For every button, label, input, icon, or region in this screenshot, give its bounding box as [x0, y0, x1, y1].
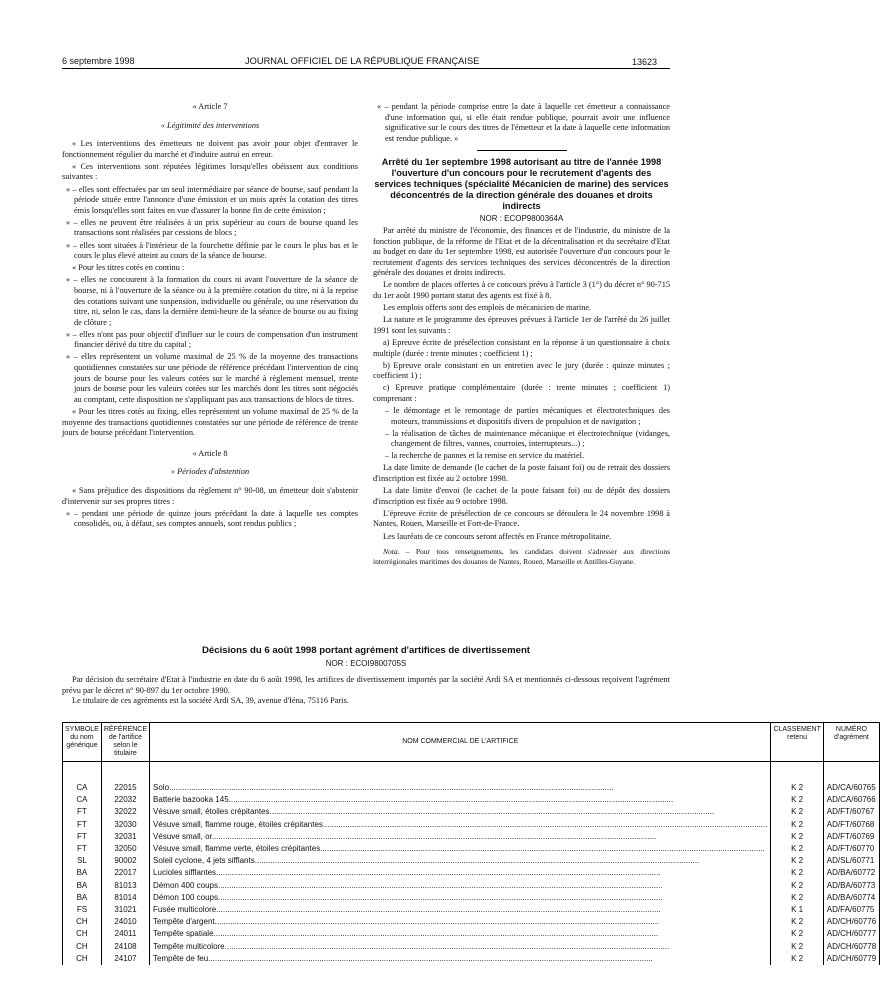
dot-leader: ........................................................................................................................................................................................................	[224, 941, 670, 951]
cell-reference: 24108	[101, 940, 149, 952]
list-item: « – pendant une période de quinze jours précédant la date à laquelle ses comptes consolidés, ou, à défaut, ses comptes annuels, sont rendus publics ;	[66, 508, 358, 529]
list-item: « – elles ne peuvent être réalisées à un prix supérieur au cours de bourse quand les transactions sont réalisées par cessions de blocs ;	[66, 217, 358, 238]
cell-classement: K 2	[771, 843, 823, 855]
cell-nom: Tempête de feu........................................................................................................................................................................................................	[150, 953, 771, 965]
cell-classement: K 2	[771, 806, 823, 818]
list-item: « – elles n'ont pas pour objectif d'influer sur le cours de compensation d'un instrument financier dérivé du titre du capital ;	[66, 329, 358, 350]
decision-section	[62, 645, 670, 707]
header-nom: NOM COMMERCIAL DE L'ARTIFICE	[150, 723, 771, 762]
note-text: – Pour tous renseignements, les candidats doivent s'adresser aux directions interrégionales maritimes des douanes de Nantes, Rouen, Marseille et Antilles-Guyane.	[373, 547, 670, 566]
table-row	[63, 867, 880, 879]
cell-numero: AD/FT/60767	[823, 806, 879, 818]
cell-numero: AD/FA/60775	[823, 904, 879, 916]
dot-leader: ........................................................................................................................................................................................................	[217, 892, 663, 902]
article-8-heading: « Article 8	[192, 448, 228, 458]
table-row	[63, 892, 880, 904]
cell-classement: K 2	[771, 928, 823, 940]
table-row	[63, 806, 880, 818]
dot-leader: ........................................................................................................................................................................................................	[213, 929, 659, 939]
cell-numero: AD/CH/60777	[823, 928, 879, 940]
cell-numero: AD/FT/60769	[823, 831, 879, 843]
cell-symbole: SL	[63, 855, 102, 867]
cell-numero: AD/CH/60778	[823, 940, 879, 952]
cell-symbole: CA	[63, 794, 102, 806]
header-date: 6 septembre 1998	[62, 56, 135, 66]
cell-numero: AD/BA/60773	[823, 880, 879, 892]
arrete-nor: NOR : ECOP9800364A	[479, 213, 564, 223]
cell-reference: 32022	[101, 806, 149, 818]
left-column	[62, 102, 358, 531]
cell-numero: AD/CA/60765	[823, 782, 879, 794]
cell-nom: Tempête multicolore........................................................................................................................................................................................................	[150, 940, 771, 952]
cell-symbole: CH	[63, 928, 102, 940]
header-classement: CLASSEMENT retenu	[771, 723, 823, 762]
table-row	[63, 940, 880, 952]
cell-classement: K 2	[771, 953, 823, 965]
cell-reference: 32030	[101, 819, 149, 831]
cell-classement: K 2	[771, 831, 823, 843]
list-item: – la réalisation de tâches de maintenance mécanique et électrotechnique (vidanges, changement de filtres, vannes, courroies, interrupteurs...) ;	[385, 428, 670, 449]
cell-nom: Tempête d'argent........................................................................................................................................................................................................	[150, 916, 771, 928]
table-row	[63, 782, 880, 794]
cell-symbole: BA	[63, 867, 102, 879]
table-row	[63, 880, 880, 892]
header-numero: NUMÉRO d'agrément	[823, 723, 879, 762]
cell-classement: K 1	[771, 904, 823, 916]
paragraph: Par décision du secrétaire d'Etat à l'industrie en date du 6 août 1998, les artifices de divertissement importés par la société Ardi SA et mentionnés ci-dessous reçoivent l'agrément prévu par le décret n° 90-897 du 1er octobre 1990.	[62, 675, 670, 695]
list-item: – le démontage et le remontage de parties mécaniques et électrotechniques des moteurs, transmissions et dispositifs divers de propulsion et de navigation ;	[385, 405, 670, 426]
paragraph: Le titulaire de ces agréments est la société Ardi SA, 39, avenue d'Iéna, 75116 Paris.	[72, 696, 349, 706]
table-row	[63, 819, 880, 831]
cell-nom: Vésuve small, flamme rouge, étoiles crépitantes........................................................................................................................................................................................................	[150, 819, 771, 831]
paragraph: La date limite d'envoi (le cachet de la poste faisant foi) ou de dépôt des dossiers d'inscription est fixée au 9 octobre 1998.	[373, 486, 670, 506]
article-7-heading: « Article 7	[192, 102, 228, 111]
cell-symbole: BA	[63, 892, 102, 904]
table-body	[63, 762, 880, 965]
cell-classement: K 2	[771, 940, 823, 952]
paragraph: c) Epreuve pratique complémentaire (durée : trente minutes ; coefficient 1) comprenant :	[373, 383, 670, 403]
cell-reference: 22015	[101, 782, 149, 794]
cell-symbole: CH	[63, 940, 102, 952]
cell-reference: 90002	[101, 855, 149, 867]
cell-reference: 32050	[101, 843, 149, 855]
cell-nom: Batterie bazooka 145........................................................................................................................................................................................................	[150, 794, 771, 806]
paragraph: La nature et le programme des épreuves prévues à l'article 1er de l'arrêté du 26 juillet 1991 sont les suivants :	[373, 315, 670, 335]
dot-leader: ........................................................................................................................................................................................................	[214, 917, 660, 927]
dot-leader: ........................................................................................................................................................................................................	[228, 795, 674, 805]
legitimacy-heading: « Légitimité des interventions	[160, 120, 260, 130]
dot-leader: ........................................................................................................................................................................................................	[322, 819, 768, 829]
cell-reference: 31021	[101, 904, 149, 916]
cell-symbole: FT	[63, 819, 102, 831]
paragraph: Par arrêté du ministre de l'économie, des finances et de l'industrie, du ministre de la fonction publique, de la réforme de l'Etat et de la décentralisation et du secrétaire d'Etat au budget en date du 1er septembre 1998, est autorisée l'ouverture d'un concours pour le recrutement d'agents des services techniques des services déconcentrés de la direction générale des douanes et droits indirects.	[373, 225, 670, 278]
cell-reference: 81013	[101, 880, 149, 892]
cell-nom: Démon 400 coups........................................................................................................................................................................................................	[150, 880, 771, 892]
table-row	[63, 831, 880, 843]
dot-leader: ........................................................................................................................................................................................................	[254, 856, 700, 866]
cell-nom: Vésuve small, flamme verte, étoiles crépitantes........................................................................................................................................................................................................	[150, 843, 771, 855]
cell-numero: AD/BA/60772	[823, 867, 879, 879]
cell-numero: AD/CA/60766	[823, 794, 879, 806]
table-row	[63, 855, 880, 867]
cell-nom: Vésuve small, étoiles crépitantes........................................................................................................................................................................................................	[150, 806, 771, 818]
header-page-number: 13623	[632, 57, 658, 67]
dot-leader: ........................................................................................................................................................................................................	[320, 844, 765, 854]
paragraph: « Les interventions des émetteurs ne doivent pas avoir pour objet d'entraver le fonctionnement régulier du marché et d'induire autrui en erreur.	[62, 139, 358, 159]
table-row	[63, 953, 880, 965]
table-row	[63, 843, 880, 855]
dot-leader: ........................................................................................................................................................................................................	[216, 868, 661, 878]
table-row	[63, 916, 880, 928]
paragraph: « Sans préjudice des dispositions du règlement n° 90-08, un émetteur doit s'abstenir d'intervenir sur ses propres titres :	[62, 485, 358, 506]
cell-reference: 24107	[101, 953, 149, 965]
cell-numero: AD/FT/60768	[823, 819, 879, 831]
cell-nom: Lucioles sifflantes........................................................................................................................................................................................................	[150, 867, 771, 879]
cell-nom: Fusée multicolore........................................................................................................................................................................................................	[150, 904, 771, 916]
cell-reference: 24010	[101, 916, 149, 928]
dot-leader: ........................................................................................................................................................................................................	[169, 783, 614, 793]
cell-symbole: CH	[63, 953, 102, 965]
cell-reference: 22017	[101, 867, 149, 879]
list-item: – la recherche de pannes et la remise en service du matériel.	[385, 451, 585, 461]
cell-symbole: CA	[63, 782, 102, 794]
dot-leader: ........................................................................................................................................................................................................	[216, 904, 661, 914]
note	[373, 547, 670, 566]
cell-numero: AD/BA/60774	[823, 892, 879, 904]
cell-classement: K 2	[771, 880, 823, 892]
cell-classement: K 2	[771, 855, 823, 867]
separator	[477, 150, 567, 151]
header-journal: JOURNAL OFFICIEL DE LA RÉPUBLIQUE FRANÇAISE	[245, 56, 480, 66]
dot-leader: ........................................................................................................................................................................................................	[217, 880, 663, 890]
cell-classement: K 2	[771, 782, 823, 794]
paragraph: L'épreuve écrite de présélection de ce concours se déroulera le 24 novembre 1998 à Nantes, Rouen, Marseille et Fort-de-France.	[373, 508, 670, 529]
paragraph: b) Epreuve orale consistant en un entretien avec le jury (durée : quinze minutes ; coefficient 1) ;	[373, 360, 670, 381]
right-column	[373, 102, 670, 568]
cell-symbole: FT	[63, 806, 102, 818]
cell-symbole: BA	[63, 880, 102, 892]
list-item: « – pendant la période comprise entre la date à laquelle cet émetteur a connaissance d'une information qui, si elle était rendue publique, pourrait avoir une influence significative sur le cours des titres de l'émetteur et la date à laquelle cette information est rendue publique. »	[377, 102, 670, 143]
dot-leader: ........................................................................................................................................................................................................	[211, 831, 657, 841]
cell-reference: 24011	[101, 928, 149, 940]
cell-classement: K 2	[771, 892, 823, 904]
cell-symbole: FT	[63, 831, 102, 843]
cell-classement: K 2	[771, 794, 823, 806]
cell-symbole: FT	[63, 843, 102, 855]
dot-leader: ........................................................................................................................................................................................................	[269, 807, 715, 817]
paragraph: Les emplois offerts sont des emplois de mécanicien de marine.	[383, 303, 592, 313]
header-reference: RÉFÉRENCE de l'artifice selon le titulaire	[101, 723, 149, 762]
table-row	[63, 904, 880, 916]
cell-numero: AD/SL/60771	[823, 855, 879, 867]
cell-reference: 81014	[101, 892, 149, 904]
paragraph: « Ces interventions sont réputées légitimes lorsqu'elles obéissent aux conditions suivantes :	[62, 161, 358, 182]
table-row	[63, 928, 880, 940]
cell-numero: AD/CH/60779	[823, 953, 879, 965]
note-label: Nota.	[383, 547, 400, 557]
list-item: « – elles sont effectuées par un seul intermédiaire par séance de bourse, sauf pendant la période située entre l'annonce d'une émission et un mois après la cotation des titres émis lorsqu'elles sont faites en vue d'assurer la bonne fin de cette émission ;	[66, 184, 358, 215]
cell-nom: Soleil cyclone, 4 jets sifflants........................................................................................................................................................................................................	[150, 855, 771, 867]
paragraph: La date limite de demande (le cachet de la poste faisant foi) ou de retrait des dossiers d'inscription est fixée au 2 octobre 1998.	[373, 463, 670, 484]
dot-leader: ........................................................................................................................................................................................................	[208, 953, 653, 963]
paragraph: « Pour les titres cotés au fixing, elles représentent un volume maximal de 25 % de la moyenne des transactions quotidiennes constatées sur une période de référence de trente jours de bourse précédant l'intervention.	[62, 406, 358, 438]
cell-reference: 22032	[101, 794, 149, 806]
paragraph: Le nombre de places offertes à ce concours prévu à l'article 3 (1°) du décret n° 90-715 du 1er août 1990 portant statut des agents est fixé à 8.	[373, 280, 670, 301]
cell-numero: AD/CH/60776	[823, 916, 879, 928]
cell-nom: Tempête spatiale........................................................................................................................................................................................................	[150, 928, 771, 940]
artifices-table	[62, 722, 880, 965]
cell-nom: Vésuve small, or........................................................................................................................................................................................................	[150, 831, 771, 843]
cell-reference: 32031	[101, 831, 149, 843]
header-rule	[62, 68, 670, 69]
cell-classement: K 2	[771, 867, 823, 879]
abstention-heading: « Périodes d'abstention	[170, 467, 250, 477]
list-item: « – elles ne concourent à la formation du cours ni avant l'ouverture de la séance de bourse, ni à l'ouverture de la séance ou à la première cotation du titre, ni à la reprise des cotations suivant une suspension, individuelle ou générale, ou une réservation du titre, ni, selon le cas, dans la dernière demi-heure de la séance de bourse ou au fixing de clôture ;	[66, 275, 358, 327]
cell-symbole: CH	[63, 916, 102, 928]
cell-numero: AD/FT/60770	[823, 843, 879, 855]
list-item: « – elles représentent un volume maximal de 25 % de la moyenne des transactions quotidiennes constatées sur une période de référence précédant l'intervention de cinq jours de bourse pour les valeurs cotées sur le marché à règlement mensuel, trente jours de bourse pour les valeurs cotées sur les marchés dont les titres sont négociés au comptant, cette disposition ne s'appliquant pas aux transactions de blocs de titres.	[66, 352, 358, 404]
cell-nom: Démon 100 coups........................................................................................................................................................................................................	[150, 892, 771, 904]
cell-classement: K 2	[771, 819, 823, 831]
table-row	[63, 794, 880, 806]
header-symbole: SYMBOLE du nom générique	[63, 723, 102, 762]
cell-nom: Solo........................................................................................................................................................................................................	[150, 782, 771, 794]
cell-symbole: FS	[63, 904, 102, 916]
list-item: « – elles sont situées à l'intérieur de la fourchette définie par le cours le plus bas et le cours le plus élevé atteint au cours de la séance de bourse.	[66, 240, 358, 261]
paragraph: Les lauréats de ce concours seront affectés en France métropolitaine.	[383, 531, 612, 541]
paragraph: « Pour les titres cotés en continu :	[72, 263, 185, 273]
decision-title: Décisions du 6 août 1998 portant agrément d'artifices de divertissement	[201, 645, 531, 656]
table-header-row	[63, 723, 880, 762]
table-spacer-row	[63, 762, 880, 783]
decision-nor: NOR : ECOI9800705S	[325, 659, 407, 668]
paragraph: a) Epreuve écrite de présélection consistant en la réponse à un questionnaire à choix multiple (durée : trente minutes ; coefficient 1) ;	[373, 337, 670, 358]
arrete-title: Arrêté du 1er septembre 1998 autorisant au titre de l'année 1998 l'ouverture d'un concours pour le recrutement d'agents des services techniques (spécialité Mécanicien de marine) des services déconcentrés de la direction générale des douanes et droits indirects	[374, 157, 669, 212]
cell-classement: K 2	[771, 916, 823, 928]
